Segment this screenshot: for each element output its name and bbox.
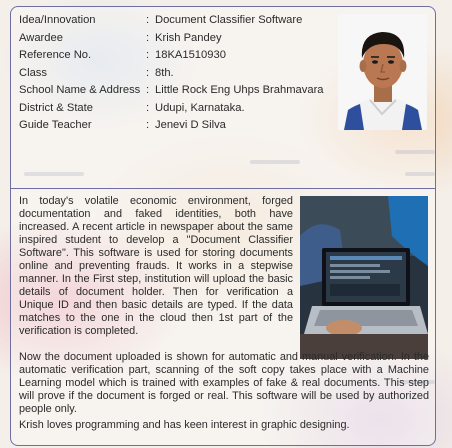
detail-value: Jenevi D Silva: [155, 119, 226, 131]
paragraph-3: Krish loves programming and has keen interest in graphic designing.: [19, 419, 350, 431]
description-text-block-2: [19, 351, 429, 416]
detail-row-class: [19, 65, 324, 83]
details-table: [19, 12, 324, 135]
detail-row-guide: [19, 117, 324, 135]
detail-row-school: [19, 82, 324, 100]
student-using-laptop-photo: [300, 196, 428, 359]
paragraph-2: Now the document uploaded is shown for automatic and manual verification. In the automatic verification part, scanning of the soft copy takes place with a Machine Learning model which is trained with examples of fake & real documents. This step will prove if the document is forged or real. This software will be used by authorized people only.: [19, 351, 429, 416]
detail-colon: :: [146, 14, 150, 26]
closing-text: [19, 419, 429, 432]
detail-label: Guide Teacher: [19, 119, 92, 131]
detail-colon: :: [146, 31, 150, 44]
detail-colon: :: [146, 119, 150, 131]
detail-colon: :: [146, 84, 150, 96]
detail-value: Krish Pandey: [155, 31, 222, 44]
detail-label: Reference No.: [19, 49, 92, 61]
detail-label: Awardee: [19, 31, 63, 44]
detail-label: District & State: [19, 101, 93, 114]
detail-label: Class: [19, 66, 47, 79]
detail-row-district: [19, 100, 324, 118]
detail-value: Document Classifier Software: [155, 14, 303, 26]
detail-row-idea: [19, 12, 324, 30]
detail-row-reference: [19, 47, 324, 65]
detail-colon: :: [146, 66, 150, 79]
detail-label: School Name & Address: [19, 84, 141, 96]
detail-value: Udupi, Karnataka.: [155, 101, 245, 114]
detail-label: Idea/Innovation: [19, 14, 96, 26]
detail-colon: :: [146, 49, 150, 61]
detail-value: 18KA1510930: [155, 49, 226, 61]
portrait-illustration: [338, 14, 427, 130]
description-text-block: [19, 195, 293, 339]
detail-value: 8th.: [155, 66, 174, 79]
detail-colon: :: [146, 101, 150, 114]
detail-row-awardee: [19, 30, 324, 48]
detail-value: Little Rock Eng Uhps Brahmavara: [155, 84, 324, 96]
section-divider: [10, 188, 436, 189]
laptop-illustration: [300, 196, 428, 359]
student-portrait-photo: [338, 14, 427, 130]
paragraph-1: In today's volatile economic environment, forged documentation and faked identities, both have increased. A recent article in newspaper about the same inspired student to develop a "Document Classifier Software". This software is used for storing documents online and preventing frauds. It works in a stepwise manner. In the First step, institution will upload the basic details of document holder. Then for verification a Unique ID and then basic details are typed. If the data matches to the one in the cloud then 1st part of the verification is completed.: [19, 195, 293, 338]
